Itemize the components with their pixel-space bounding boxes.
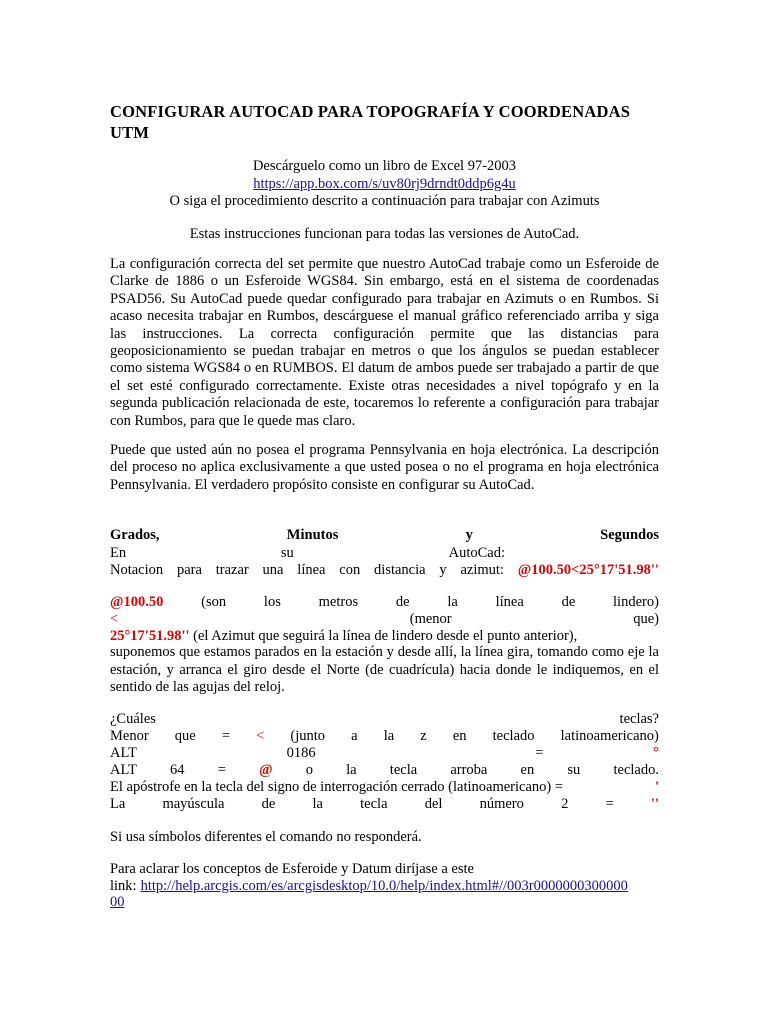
keys-question: ¿Cuáles teclas? xyxy=(110,711,659,727)
less-than-code: < xyxy=(110,611,119,627)
esferoide-link-line: link: http://help.arcgis.com/es/arcgisdesktop/10.0/help/index.html#//003r0000000300000 xyxy=(110,878,628,894)
download-text: Descárguelo como un libro de Excel 97-2003 xyxy=(252,158,517,174)
less-than-symbol: < xyxy=(256,728,265,744)
gms-notation-line: Notacion para trazar una línea con distancia y azimut: @100.50<25°17'51.98'' xyxy=(110,562,659,578)
key-less-than-line: Menor que = < (junto a la z en teclado latinoamericano) xyxy=(110,728,659,744)
gms-heading: Grados, Minutos y Segundos xyxy=(110,527,659,543)
degree-symbol: ° xyxy=(653,745,659,761)
download-link[interactable]: https://app.box.com/s/uv80rj9drndt0ddp6g4u xyxy=(253,176,516,192)
explain-distance-line: @100.50 (son los metros de la línea de lindero) xyxy=(110,594,659,610)
warning-line: Si usa símbolos diferentes el comando no responderá. xyxy=(110,829,422,845)
azimuts-note: O siga el procedimiento descrito a continuación para trabajar con Azimuts xyxy=(169,193,600,209)
arcgis-link[interactable]: http://help.arcgis.com/es/arcgisdesktop/10.0/help/index.html#//003r0000000300000 xyxy=(140,878,628,894)
explain-rest: suponemos que estamos parados en la estación y desde allí, la línea gira, tomando como eje la estación, y arranca el giro desde el Norte (de cuadrícula) hacia donde le indiquemos, en el sentido de las agujas del reloj. xyxy=(110,644,659,696)
apostrophe-symbol: ' xyxy=(654,779,659,795)
versions-note: Estas instrucciones funcionan para todas las versiones de AutoCad. xyxy=(189,226,580,242)
pennsylvania-paragraph: Puede que usted aún no posea el programa Pennsylvania en hoja electrónica. La descripción del proceso no aplica exclusivamente a que usted posea o no el programa en hoja electrónica Pennsylvania. El verdadero propósito consiste en configurar su AutoCad. xyxy=(110,442,659,493)
at-symbol: @ xyxy=(259,762,273,778)
key-degree-line: ALT 0186 = ° xyxy=(110,745,659,761)
arcgis-link-continuation[interactable]: 00 xyxy=(110,894,125,910)
double-quote-symbol: '' xyxy=(650,796,659,812)
notation-command: @100.50<25°17'51.98'' xyxy=(517,562,659,578)
key-quote-line: La mayúscula de la tecla del número 2 = '' xyxy=(110,796,659,812)
document-title: CONFIGURAR AUTOCAD PARA TOPOGRAFÍA Y COORDENADAS UTM xyxy=(110,102,631,142)
distance-code: @100.50 xyxy=(110,594,164,610)
key-apostrophe-line: El apóstrofe en la tecla del signo de interrogación cerrado (latinoamericano) = ' xyxy=(110,779,659,795)
download-link-row xyxy=(110,175,659,193)
explain-less-than-line: < (menor que) xyxy=(110,611,659,627)
key-at-line: ALT 64 = @ o la tecla arroba en su teclado. xyxy=(110,762,659,778)
esferoide-link-cont xyxy=(110,893,659,911)
esferoide-text: Para aclarar los conceptos de Esferoide y Datum diríjase a este xyxy=(110,861,474,877)
azimuth-code: 25°17'51.98'' xyxy=(110,628,190,644)
gms-line-autocad: En su AutoCad: xyxy=(110,545,505,561)
intro-paragraph: La configuración correcta del set permite que nuestro AutoCad trabaje como un Esferoide de Clarke de 1886 o un Esferoide WGS84. Sin embargo, está en el sistema de coordenadas PSAD56. Su AutoCad puede quedar configurado para trabajar en Azimuts o en Rumbos. Si acaso necesita trabajar en Rumbos, descárguese el manual gráfico referenciado arriba y siga las instrucciones. La correcta configuración permite que las distancias para geoposicionamiento se puedan trabajar en metros o que los ángulos se puedan establecer como sistema WGS84 o en RUMBOS. El datum de ambos puede ser trabajado a partir de que el set esté configurado correctamente. Existe otras necesidades a nivel topógrafo y en la segunda publicación relacionada de este, tocaremos lo referente a configuración para trabajar con Rumbos, para que le quede mas claro. xyxy=(110,256,659,429)
explain-azimuth-line: 25°17'51.98'' (el Azimut que seguirá la línea de lindero desde el punto anterior), xyxy=(110,628,578,644)
